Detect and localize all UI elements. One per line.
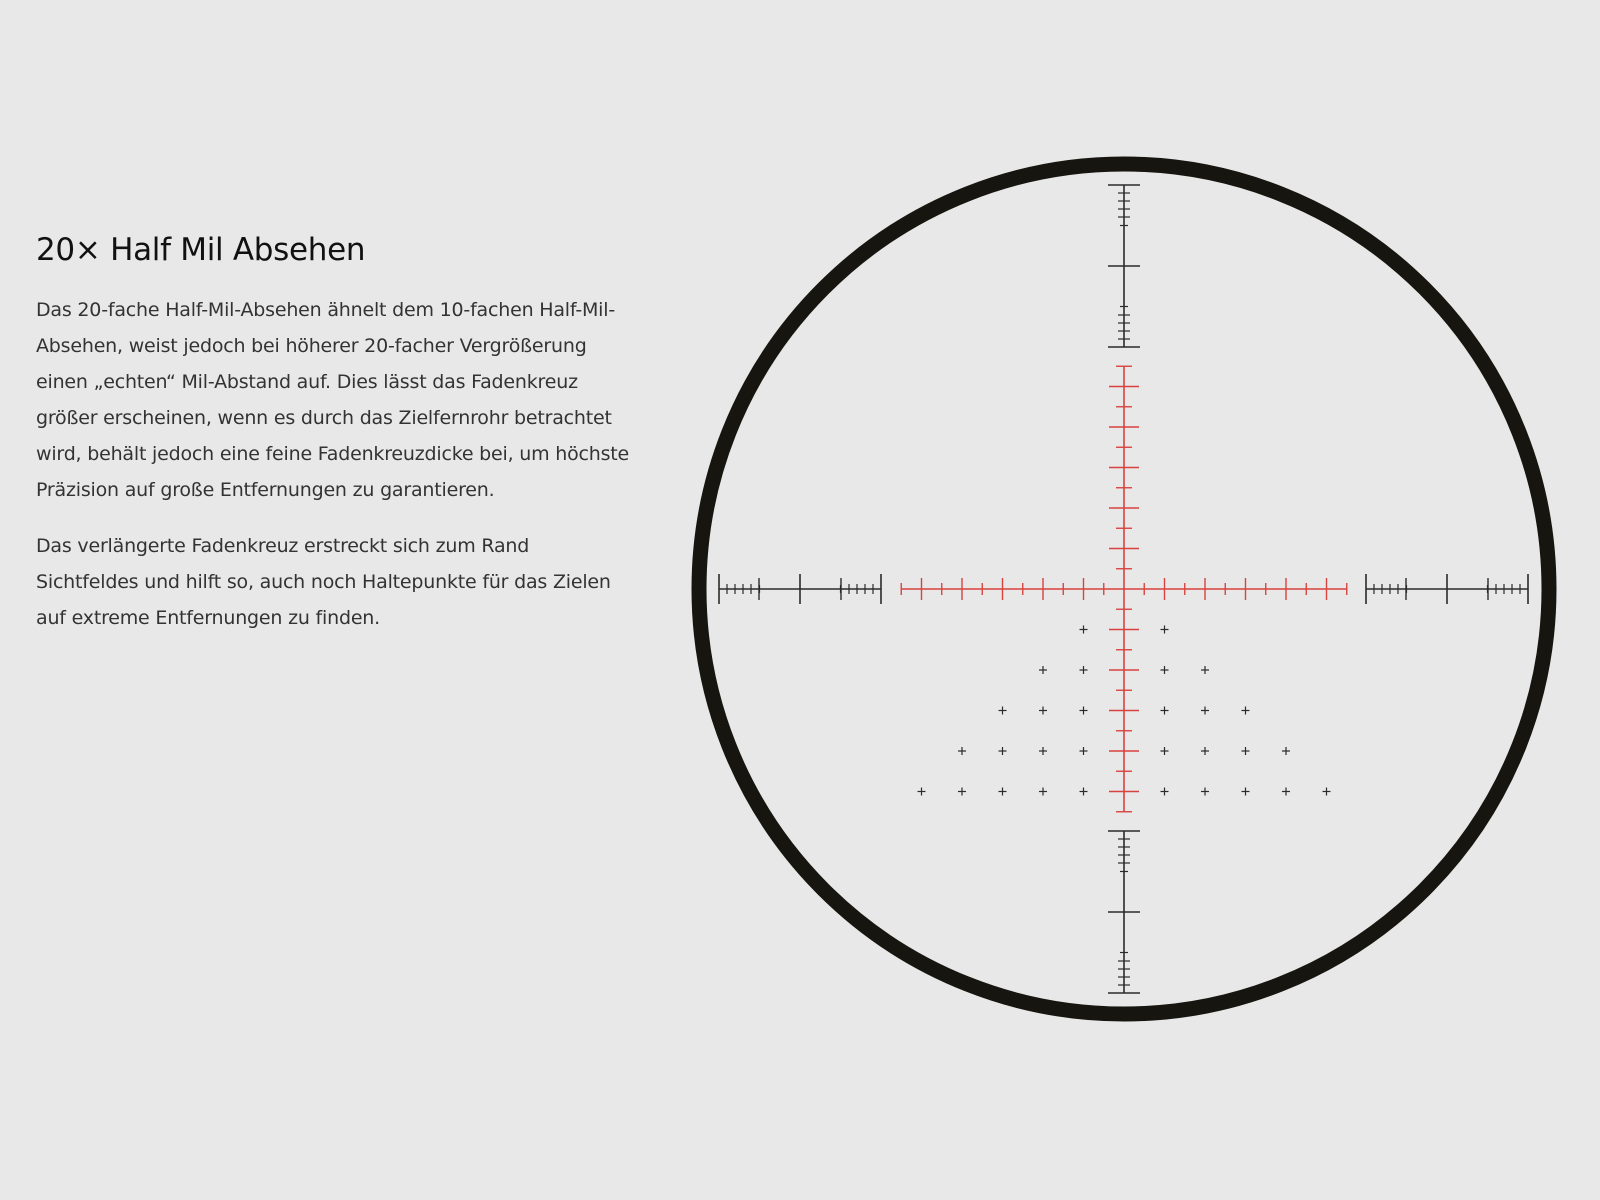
- inner-crosshair: [901, 366, 1347, 812]
- description-paragraph-1: Das 20-fache Half-Mil-Absehen ähnelt dem 10-fachen Half-Mil-Absehen, weist jedoch bei höherer 20-facher Vergrößerung einen „echten“ Mil-Abstand auf. Dies lässt das Fadenkreuz größer erscheinen, wenn es durch das Zielfernrohr betrachtet wird, behält jedoch eine feine Fadenkreuzdicke bei, um höchste Präzision auf große Entfernungen zu garantieren.: [36, 299, 630, 501]
- description-paragraph-2: Das verlängerte Fadenkreuz erstreckt sich zum Rand Sichtfeldes und hilft so, auch noch Haltepunkte für das Zielen auf extreme Entfernungen zu finden.: [36, 535, 611, 629]
- page-title: 20× Half Mil Absehen: [36, 232, 366, 268]
